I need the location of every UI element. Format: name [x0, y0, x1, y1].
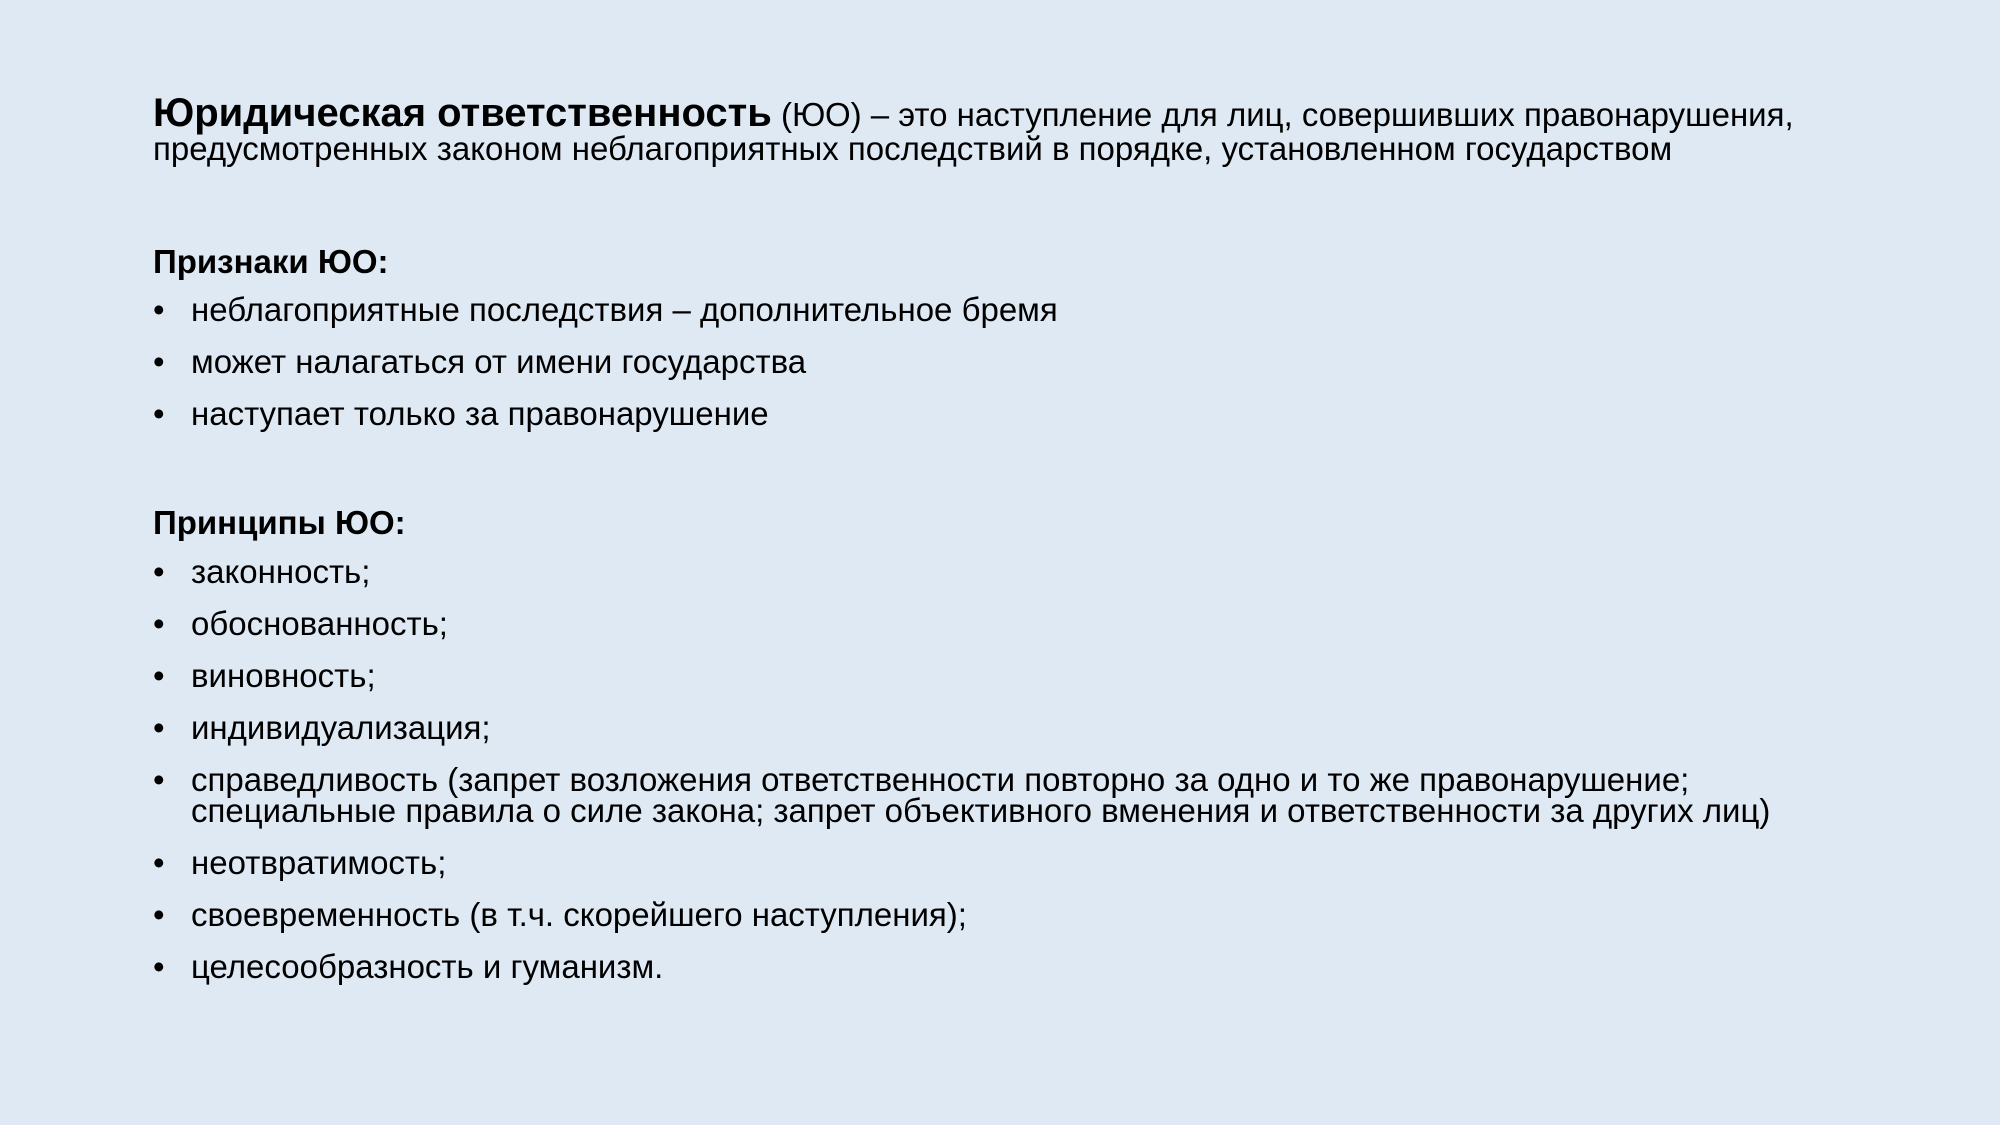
bullet-icon: • [153, 657, 165, 694]
bullet-icon: • [153, 553, 165, 590]
bullet-icon: • [153, 709, 165, 746]
bullet-icon: • [153, 761, 165, 798]
list-item [153, 657, 1770, 694]
list-item-text: неотвратимость; [191, 844, 447, 881]
bullet-icon: • [153, 844, 165, 881]
definition-text-line2: предусмотренных законом неблагоприятных последствий в порядке, установленном государством [153, 130, 1673, 167]
list-item-text: неблагоприятные последствия – дополнительное бремя [191, 291, 1058, 328]
bullet-icon: • [153, 395, 165, 432]
bullet-icon: • [153, 605, 165, 642]
signs-heading: Признаки ЮО: [153, 243, 389, 280]
list-item [153, 896, 1770, 933]
list-item-text: может налагаться от имени государства [191, 343, 807, 380]
list-item [153, 343, 1058, 380]
list-item [153, 709, 1770, 746]
bullet-icon: • [153, 291, 165, 328]
list-item [153, 605, 1770, 642]
definition-text-line1: (ЮО) – это наступление для лиц, совершивших правонарушения, [771, 96, 1794, 133]
bullet-icon: • [153, 948, 165, 985]
list-item-text: справедливость (запрет возложения ответственности повторно за одно и то же правонарушение; [191, 761, 1690, 798]
list-item [153, 291, 1058, 328]
list-item-text: законность; [191, 553, 371, 590]
definition-paragraph [153, 91, 1933, 167]
list-item-text: целесообразность и гуманизм. [191, 948, 664, 985]
list-item [153, 948, 1770, 985]
list-item [153, 761, 1771, 829]
bullet-icon: • [153, 343, 165, 380]
list-item-text: индивидуализация; [191, 709, 491, 746]
definition-term: Юридическая ответственность [153, 91, 772, 135]
list-item [153, 553, 1770, 590]
list-item-text: обоснованность; [191, 605, 448, 642]
principles-list [153, 553, 1771, 1003]
list-item [153, 844, 1770, 881]
bullet-icon: • [153, 896, 165, 933]
signs-list [153, 291, 1058, 450]
principles-heading: Принципы ЮО: [153, 504, 406, 541]
list-item-text: виновность; [191, 657, 376, 694]
list-item-text: наступает только за правонарушение [191, 395, 769, 432]
list-item-text-continuation: специальные правила о силе закона; запрет объективного вменения и ответственности за других лиц) [191, 792, 1771, 829]
list-item-text: своевременность (в т.ч. скорейшего наступления); [191, 896, 967, 933]
list-item [153, 395, 1058, 432]
